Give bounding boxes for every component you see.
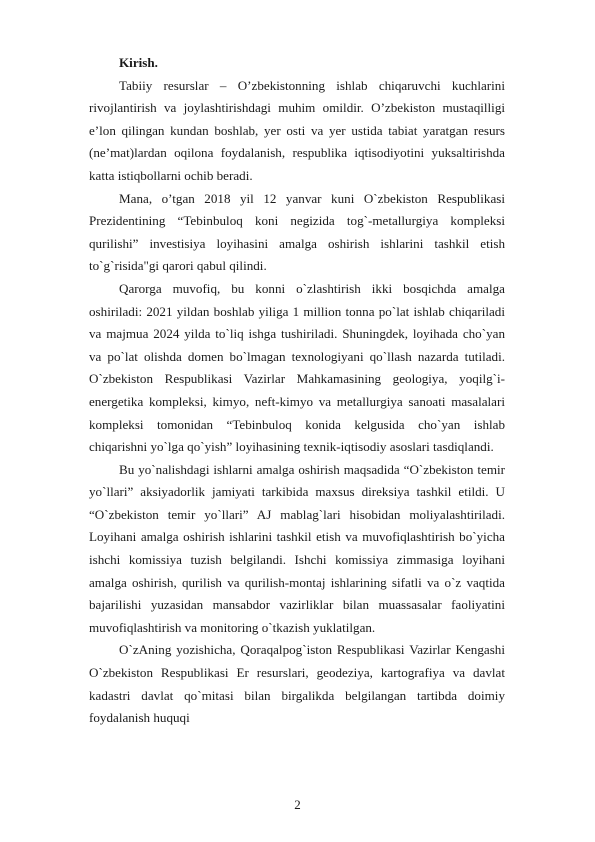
paragraph: Tabiiy resurslar – O’zbekistonning ishlab chiqaruvchi kuchlarini rivojlantirish va joylashtirishdagi muhim omildir. O’zbekiston mustaqilligi e’lon qilingan kundan boshlab, yer osti va yer ustida tabiat yaratgan resurs (ne’mat)lardan oqilona foydalanish, respublika iqtisodiyotini yuksaltirishda katta istiqbollarni ochib beradi. bbox=[89, 77, 505, 183]
paragraph: Mana, o’tgan 2018 yil 12 yanvar kuni O`zbekiston Respublikasi Prezidentining “Tebinbuloq koni negizida tog`-metallurgiya kompleksi qurilishi” investisiya loyihasini amalga oshirish ishlarini tashkil etish to`g`risida"gi qarori qabul qilindi. bbox=[89, 190, 505, 274]
section-heading: Kirish. bbox=[119, 55, 158, 70]
document-body bbox=[89, 52, 505, 730]
paragraph: Bu yo`nalishdagi ishlarni amalga oshirish maqsadida “O`zbekiston temir yo`llari” aksiyadorlik jamiyati tarkibida maxsus direksiya tashkil etildi. U “O`zbekiston temir yo`llari” AJ mablag`lari hisobidan moliyalashtiriladi. Loyihani amalga oshirish ishlarini tashkil etish va muvofiqlashtirish bo`yicha ishchi komissiya tuzish belgilandi. Ishchi komissiya zimmasiga loyihani amalga oshirish, qurilish va qurilish-montaj ishlarining sifatli va o`z vaqtida bajarilishi yuzasidan mansabdor vazirliklar bilan muassasalar faoliyatini muvofiqlashtirish va monitoring o`tkazish yuklatilgan. bbox=[89, 461, 505, 635]
paragraph: O`zAning yozishicha, Qoraqalpog`iston Respublikasi Vazirlar Kengashi O`zbekiston Respublikasi Er resurslari, geodeziya, kartografiya va davlat kadastri davlat qo`mitasi bilan birgalikda belgilangan tartibda doimiy foydalanish huquqi bbox=[89, 642, 505, 726]
page-number: 2 bbox=[294, 797, 301, 812]
paragraph: Qarorga muvofiq, bu konni o`zlashtirish ikki bosqichda amalga oshiriladi: 2021 yildan boshlab yiliga 1 million tonna po`lat ishlab chiqariladi va majmua 2024 yilda to`liq ishga tushiriladi. Shuningdek, loyihada cho`yan va po`lat olishda domen bo`lmagan texnologiyani qo`llash nazarda tutiladi. O`zbekiston Respublikasi Vazirlar Mahkamasining geologiya, yoqilg`i-energetika kompleksi, kimyo, neft-kimyo va metallurgiya sanoati masalalari kompleksi tomonidan “Tebinbuloq konida kelgusida cho`yan ishlab chiqarishni yo`lga qo`yish” loyihasining texnik-iqtisodiy asoslari tasdiqlandi. bbox=[89, 280, 505, 455]
